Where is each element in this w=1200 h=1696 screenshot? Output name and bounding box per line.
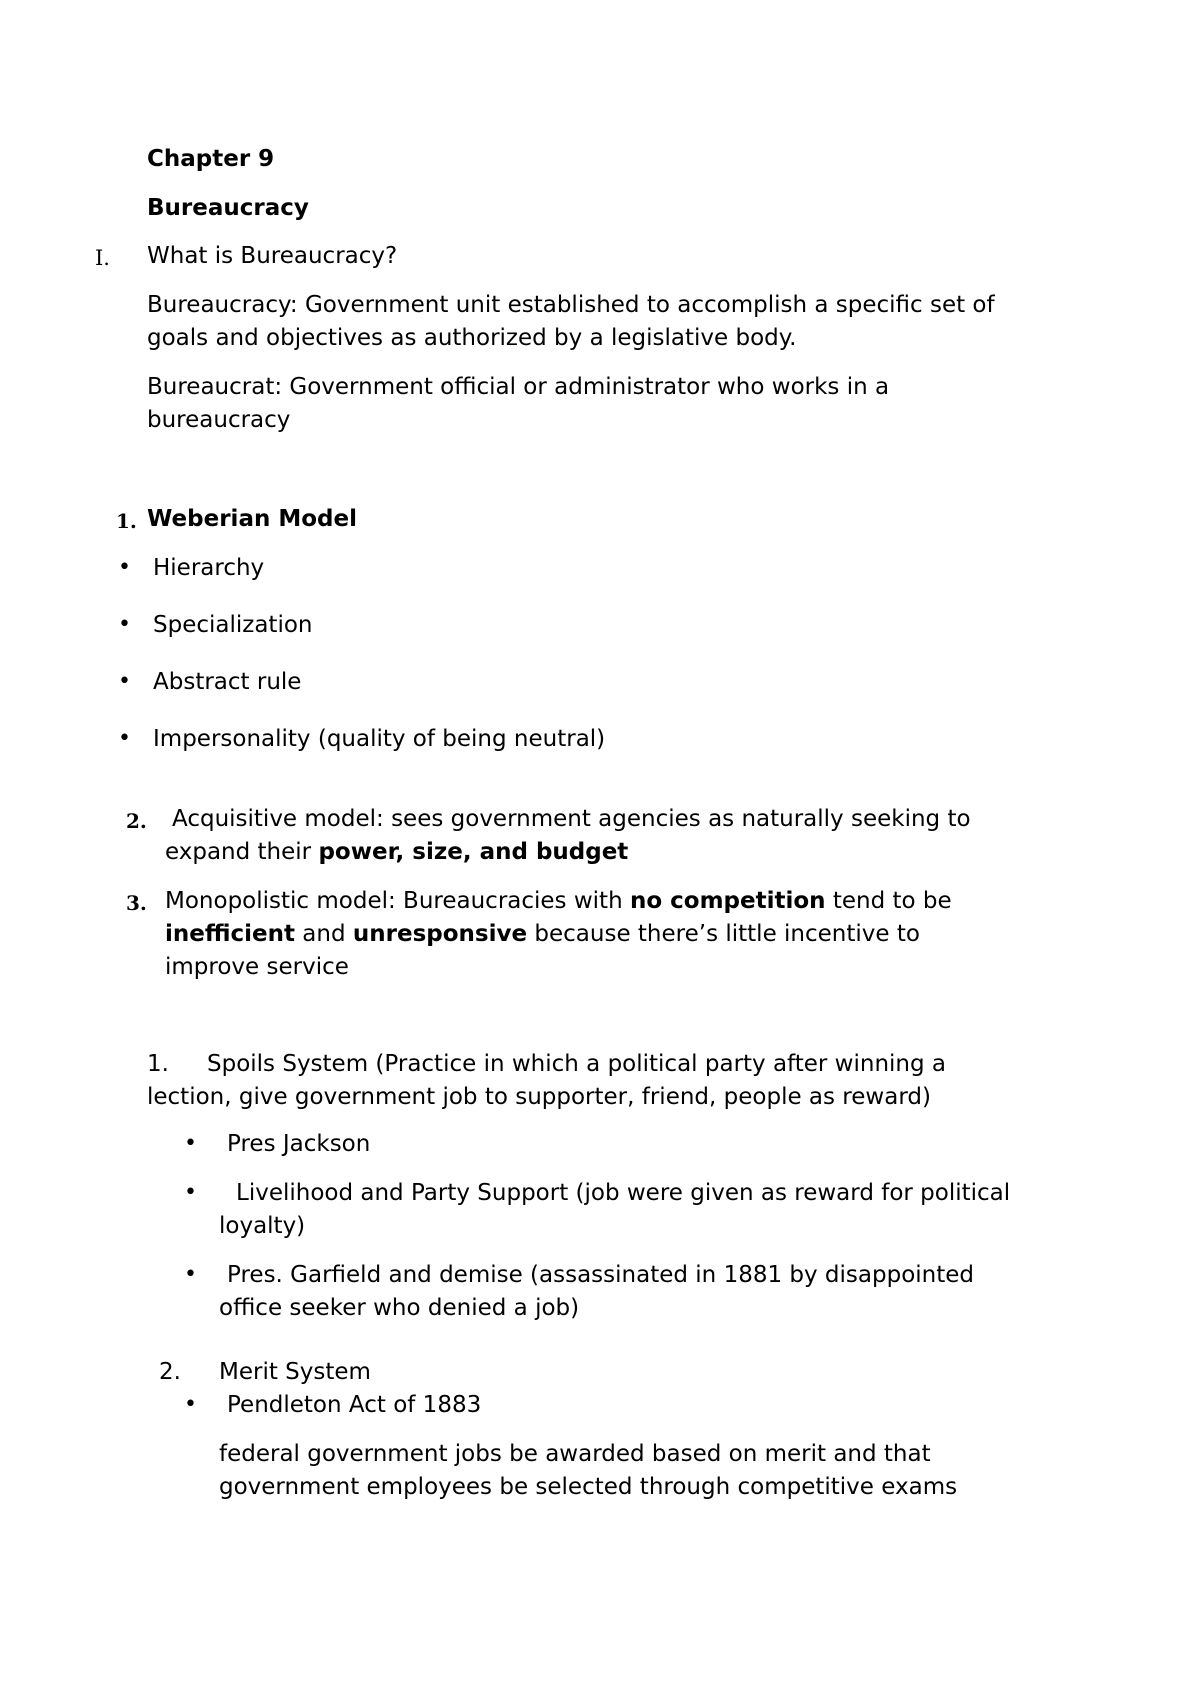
list-item: Pres Jackson bbox=[227, 1131, 371, 1157]
merit-description-line1: federal government jobs be awarded based on merit and that bbox=[219, 1441, 931, 1467]
definition-bureaucrat-line2: bureaucracy bbox=[147, 407, 291, 433]
list-item-line1: Pres. Garfield and demise (assassinated in 1881 by disappointed bbox=[227, 1262, 975, 1288]
model-monopolistic-line1 bbox=[165, 885, 952, 917]
system-number: 1. bbox=[147, 1051, 169, 1077]
section-heading: What is Bureaucracy? bbox=[147, 243, 398, 269]
model-number: 1. bbox=[116, 509, 137, 533]
text-run: tend to be bbox=[825, 888, 952, 914]
bullet-icon: • bbox=[118, 555, 131, 580]
text-run: expand their bbox=[165, 839, 319, 865]
model-monopolistic-line3: improve service bbox=[165, 954, 349, 980]
model-title-weberian: Weberian Model bbox=[147, 506, 357, 532]
definition-bureaucracy-line2: goals and objectives as authorized by a legislative body. bbox=[147, 325, 797, 351]
bold-text-run: inefficient bbox=[165, 921, 295, 947]
model-number: 3. bbox=[126, 891, 147, 915]
spoils-system-line2: lection, give government job to supporter, friend, people as reward) bbox=[147, 1084, 931, 1110]
bullet-icon: • bbox=[184, 1180, 197, 1205]
section-numeral: I. bbox=[95, 246, 110, 270]
bullet-icon: • bbox=[184, 1131, 197, 1156]
definition-bureaucrat-line1: Bureaucrat: Government official or administrator who works in a bbox=[147, 374, 890, 400]
bold-text-run: power, size, and budget bbox=[318, 839, 629, 865]
list-item: Specialization bbox=[153, 612, 313, 638]
bold-text-run: no competition bbox=[629, 888, 826, 914]
list-item: Abstract rule bbox=[153, 669, 302, 695]
list-item-line2: office seeker who denied a job) bbox=[219, 1295, 580, 1321]
bullet-icon: • bbox=[118, 612, 131, 637]
list-item: Impersonality (quality of being neutral) bbox=[153, 726, 606, 752]
system-number: 2. bbox=[159, 1359, 181, 1385]
list-item: Pendleton Act of 1883 bbox=[227, 1392, 482, 1418]
model-number: 2. bbox=[126, 809, 147, 833]
list-item-line1: Livelihood and Party Support (job were given as reward for political bbox=[236, 1180, 1011, 1206]
bullet-icon: • bbox=[118, 669, 131, 694]
merit-description-line2: government employees be selected through competitive exams bbox=[219, 1474, 958, 1500]
list-item: Hierarchy bbox=[153, 555, 265, 581]
merit-system-title: Merit System bbox=[219, 1359, 371, 1385]
bullet-icon: • bbox=[184, 1262, 197, 1287]
text-run: and bbox=[295, 921, 353, 947]
model-monopolistic-line2 bbox=[165, 918, 920, 950]
text-run: because there’s little incentive to bbox=[527, 921, 920, 947]
spoils-system-line1: Spoils System (Practice in which a political party after winning a bbox=[207, 1051, 947, 1077]
bullet-icon: • bbox=[118, 726, 131, 751]
definition-bureaucracy-line1: Bureaucracy: Government unit established to accomplish a specific set of bbox=[147, 292, 995, 318]
model-acquisitive-line1: Acquisitive model: sees government agencies as naturally seeking to bbox=[172, 806, 971, 832]
list-item-line2: loyalty) bbox=[219, 1213, 306, 1239]
chapter-heading: Chapter 9 bbox=[147, 146, 275, 172]
model-acquisitive-line2 bbox=[165, 836, 628, 868]
text-run: Monopolistic model: Bureaucracies with bbox=[165, 888, 630, 914]
document-title: Bureaucracy bbox=[147, 195, 309, 221]
bullet-icon: • bbox=[184, 1392, 197, 1417]
bold-text-run: unresponsive bbox=[352, 921, 528, 947]
